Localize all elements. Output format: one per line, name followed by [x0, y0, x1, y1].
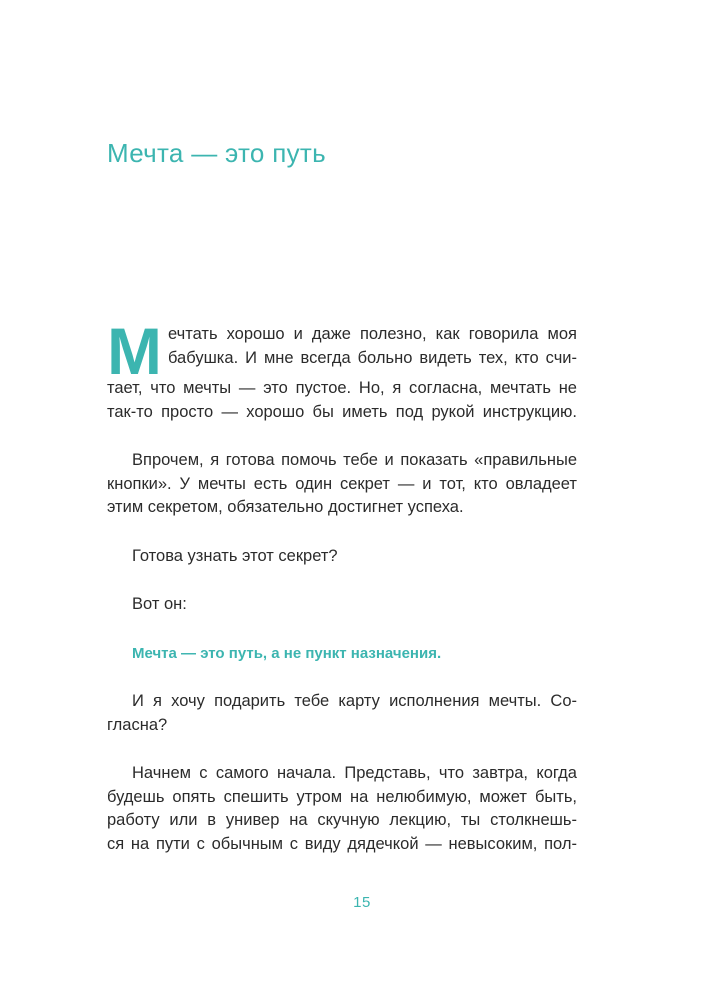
text-line: этим секретом, обязательно достигнет успеха. [107, 498, 464, 516]
paragraph-1 [107, 314, 577, 424]
paragraph-3: Готова узнать этот секрет? [132, 546, 338, 565]
text-line: работу или в универ на скучную лекцию, ты столкнешь- [107, 811, 577, 829]
text-line: И я хочу подарить тебе карту исполнения мечты. Со- [132, 692, 577, 710]
text-line: кнопки». У мечты есть один секрет — и тот, кто овладеет [107, 474, 577, 493]
text-line: гласна? [107, 715, 168, 734]
paragraph-6 [107, 690, 577, 737]
chapter-title: Мечта — это путь [107, 138, 326, 168]
key-phrase: Мечта — это путь, а не пункт назначения. [132, 644, 442, 662]
text-line: ся на пути с обычным с виду дядечкой — невысоким, пол- [107, 834, 577, 853]
text-line: Впрочем, я готова помочь тебе и показать «правильные [132, 451, 577, 469]
text-line: бабушка. И мне всегда больно видеть тех, кто счи- [167, 348, 577, 367]
page-number: 15 [353, 894, 371, 911]
text-line: так-то просто — хорошо бы иметь под рукой инструкцию. [107, 402, 577, 421]
text-line: Начнем с самого начала. Представь, что завтра, когда [132, 764, 577, 782]
drop-cap: М [107, 314, 162, 388]
paragraph-4: Вот он: [132, 595, 187, 613]
paragraph-7 [107, 762, 577, 856]
body-text [107, 314, 577, 881]
text-line: тает, что мечты — это пустое. Но, я согласна, мечтать не [107, 379, 577, 397]
text-line: будешь опять спешить утром на нелюбимую, может быть, [107, 787, 577, 806]
text-line: ечтать хорошо и даже полезно, как говорила моя [167, 325, 577, 343]
paragraph-2 [107, 449, 577, 520]
